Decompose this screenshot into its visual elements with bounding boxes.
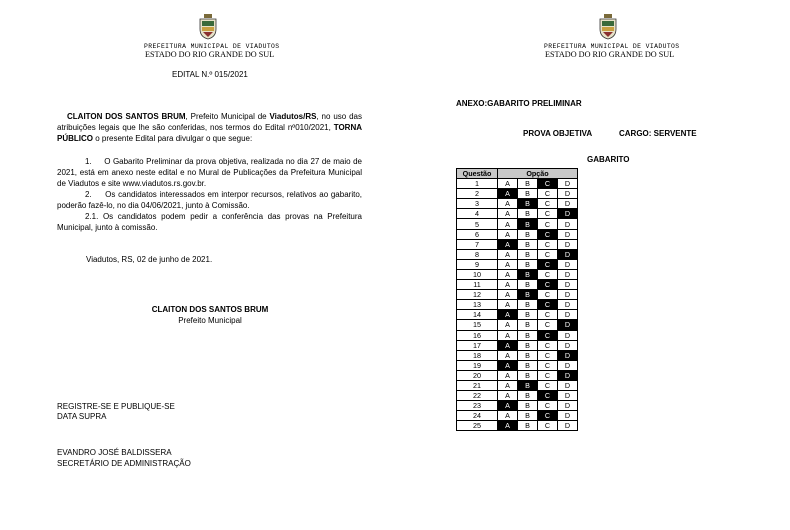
- option-cell: B: [518, 280, 538, 290]
- option-cell: A: [498, 350, 518, 360]
- option-cell: D: [558, 229, 578, 239]
- correct-option-cell: C: [538, 280, 558, 290]
- registre-line1: REGISTRE-SE E PUBLIQUE-SE: [57, 402, 175, 411]
- table-row: [457, 259, 578, 269]
- correct-option-cell: C: [538, 330, 558, 340]
- option-cell: D: [558, 219, 578, 229]
- col-opcao: Opção: [498, 169, 578, 179]
- date-line: Viadutos, RS, 02 de junho de 2021.: [86, 255, 213, 264]
- option-cell: C: [538, 249, 558, 259]
- question-number: 1: [457, 179, 498, 189]
- table-row: [457, 401, 578, 411]
- intro-paragraph: [57, 111, 362, 144]
- intro-text-2: , no uso das atribuições legais que lhe são conferidas, nos termos do Edital nº010/2021,: [57, 112, 362, 132]
- table-row: [457, 370, 578, 380]
- table-row: [457, 199, 578, 209]
- col-questao: Questão: [457, 169, 498, 179]
- option-cell: D: [558, 290, 578, 300]
- option-cell: D: [558, 380, 578, 390]
- table-row: [457, 350, 578, 360]
- table-row: [457, 380, 578, 390]
- signer-name: CLAITON DOS SANTOS BRUM: [151, 305, 269, 314]
- header-line1-right: PREFEITURA MUNICIPAL DE VIADUTOS: [544, 43, 680, 50]
- correct-option-cell: C: [538, 229, 558, 239]
- question-number: 23: [457, 401, 498, 411]
- correct-option-cell: A: [498, 360, 518, 370]
- option-cell: C: [538, 380, 558, 390]
- option-cell: A: [498, 209, 518, 219]
- correct-option-cell: B: [518, 269, 538, 279]
- correct-option-cell: D: [558, 370, 578, 380]
- correct-option-cell: D: [558, 350, 578, 360]
- question-number: 13: [457, 300, 498, 310]
- option-cell: B: [518, 209, 538, 219]
- option-cell: C: [538, 421, 558, 431]
- option-cell: B: [518, 300, 538, 310]
- question-number: 20: [457, 370, 498, 380]
- intro-text-3: o presente Edital para divulgar o que segue:: [93, 134, 253, 143]
- question-number: 18: [457, 350, 498, 360]
- answer-key-table: [456, 168, 578, 431]
- option-cell: B: [518, 340, 538, 350]
- option-cell: D: [558, 179, 578, 189]
- table-row: [457, 219, 578, 229]
- option-cell: B: [518, 320, 538, 330]
- question-number: 9: [457, 259, 498, 269]
- table-row: [457, 330, 578, 340]
- crest-logo-right: [598, 14, 618, 40]
- question-number: 14: [457, 310, 498, 320]
- table-row: [457, 179, 578, 189]
- option-cell: A: [498, 280, 518, 290]
- paragraph-3: 2.1. Os candidatos podem pedir a conferência das provas na Prefeitura Municipal, junto à comissão.: [57, 212, 362, 232]
- question-number: 12: [457, 290, 498, 300]
- option-cell: A: [498, 380, 518, 390]
- option-cell: C: [538, 269, 558, 279]
- option-cell: D: [558, 259, 578, 269]
- option-cell: B: [518, 370, 538, 380]
- option-cell: B: [518, 421, 538, 431]
- option-cell: C: [538, 320, 558, 330]
- option-cell: D: [558, 340, 578, 350]
- correct-option-cell: B: [518, 219, 538, 229]
- correct-option-cell: B: [518, 290, 538, 300]
- gabarito-label: GABARITO: [587, 155, 630, 164]
- header-line2: ESTADO DO RIO GRANDE DO SUL: [145, 50, 275, 59]
- secretary-title: SECRETÁRIO DE ADMINISTRAÇÃO: [57, 459, 191, 468]
- table-row: [457, 249, 578, 259]
- paragraph-1: 1. O Gabarito Preliminar da prova objetiva, realizada no dia 27 de maio de 2021, está em anexo neste edital e no Mural de Publicações da Prefeitura Municipal de Viadutos e site www.viadutos.rs.gov.br.: [57, 157, 362, 188]
- question-number: 4: [457, 209, 498, 219]
- cargo-label: CARGO: SERVENTE: [619, 129, 697, 138]
- option-cell: C: [538, 360, 558, 370]
- option-cell: B: [518, 411, 538, 421]
- option-cell: A: [498, 259, 518, 269]
- table-row: [457, 300, 578, 310]
- correct-option-cell: C: [538, 391, 558, 401]
- correct-option-cell: D: [558, 249, 578, 259]
- question-number: 3: [457, 199, 498, 209]
- prova-label: PROVA OBJETIVA: [523, 129, 593, 138]
- option-cell: A: [498, 300, 518, 310]
- correct-option-cell: C: [538, 411, 558, 421]
- option-cell: C: [538, 189, 558, 199]
- intro-name: CLAITON DOS SANTOS BRUM: [67, 112, 186, 121]
- table-row: [457, 340, 578, 350]
- question-number: 21: [457, 380, 498, 390]
- correct-option-cell: A: [498, 421, 518, 431]
- option-cell: D: [558, 421, 578, 431]
- intro-text-1: , Prefeito Municipal de: [185, 112, 270, 121]
- option-cell: B: [518, 310, 538, 320]
- option-cell: C: [538, 199, 558, 209]
- correct-option-cell: A: [498, 340, 518, 350]
- table-row: [457, 229, 578, 239]
- option-cell: D: [558, 391, 578, 401]
- option-cell: D: [558, 360, 578, 370]
- question-number: 22: [457, 391, 498, 401]
- table-row: [457, 239, 578, 249]
- question-number: 6: [457, 229, 498, 239]
- option-cell: C: [538, 310, 558, 320]
- option-cell: D: [558, 401, 578, 411]
- option-cell: B: [518, 189, 538, 199]
- correct-option-cell: C: [538, 259, 558, 269]
- option-cell: B: [518, 350, 538, 360]
- option-cell: A: [498, 219, 518, 229]
- option-cell: C: [538, 340, 558, 350]
- table-row: [457, 421, 578, 431]
- option-cell: A: [498, 330, 518, 340]
- table-row: [457, 290, 578, 300]
- option-cell: D: [558, 269, 578, 279]
- paragraph-2: 2. Os candidatos interessados em interpor recursos, relativos ao gabarito, poderão fazê-lo, no dia 04/06/2021, junto à Comissão.: [57, 190, 362, 210]
- table-row: [457, 411, 578, 421]
- option-cell: B: [518, 360, 538, 370]
- option-cell: A: [498, 249, 518, 259]
- option-cell: B: [518, 179, 538, 189]
- correct-option-cell: A: [498, 401, 518, 411]
- option-cell: D: [558, 300, 578, 310]
- question-number: 2: [457, 189, 498, 199]
- option-cell: B: [518, 259, 538, 269]
- question-number: 16: [457, 330, 498, 340]
- option-cell: D: [558, 411, 578, 421]
- option-cell: C: [538, 219, 558, 229]
- option-cell: A: [498, 229, 518, 239]
- option-cell: A: [498, 391, 518, 401]
- correct-option-cell: A: [498, 310, 518, 320]
- crest-logo-left: [198, 14, 218, 40]
- option-cell: A: [498, 290, 518, 300]
- option-cell: A: [498, 199, 518, 209]
- header-line2-right: ESTADO DO RIO GRANDE DO SUL: [545, 50, 675, 59]
- correct-option-cell: A: [498, 189, 518, 199]
- secretary-name: EVANDRO JOSÉ BALDISSERA: [57, 448, 172, 457]
- option-cell: C: [538, 290, 558, 300]
- question-number: 15: [457, 320, 498, 330]
- table-row: [457, 280, 578, 290]
- correct-option-cell: C: [538, 179, 558, 189]
- question-number: 19: [457, 360, 498, 370]
- correct-option-cell: D: [558, 320, 578, 330]
- question-number: 25: [457, 421, 498, 431]
- option-cell: C: [538, 209, 558, 219]
- question-number: 24: [457, 411, 498, 421]
- question-number: 11: [457, 280, 498, 290]
- table-row: [457, 360, 578, 370]
- table-row: [457, 209, 578, 219]
- option-cell: B: [518, 239, 538, 249]
- intro-city: Viadutos/RS: [269, 112, 317, 121]
- table-row: [457, 310, 578, 320]
- correct-option-cell: B: [518, 199, 538, 209]
- option-cell: B: [518, 391, 538, 401]
- option-cell: B: [518, 229, 538, 239]
- option-cell: D: [558, 330, 578, 340]
- option-cell: C: [538, 370, 558, 380]
- option-cell: C: [538, 239, 558, 249]
- option-cell: B: [518, 330, 538, 340]
- correct-option-cell: A: [498, 239, 518, 249]
- question-number: 17: [457, 340, 498, 350]
- option-cell: A: [498, 411, 518, 421]
- option-cell: A: [498, 320, 518, 330]
- option-cell: D: [558, 280, 578, 290]
- edital-title: EDITAL N.º 015/2021: [172, 70, 248, 79]
- option-cell: B: [518, 401, 538, 411]
- correct-option-cell: D: [558, 209, 578, 219]
- correct-option-cell: B: [518, 380, 538, 390]
- question-number: 10: [457, 269, 498, 279]
- signer-title: Prefeito Municipal: [178, 316, 242, 325]
- question-number: 7: [457, 239, 498, 249]
- header-line1: PREFEITURA MUNICIPAL DE VIADUTOS: [144, 43, 280, 50]
- table-row: [457, 320, 578, 330]
- option-cell: A: [498, 370, 518, 380]
- option-cell: D: [558, 239, 578, 249]
- option-cell: C: [538, 401, 558, 411]
- registre-line2: DATA SUPRA: [57, 412, 107, 421]
- table-row: [457, 269, 578, 279]
- option-cell: D: [558, 310, 578, 320]
- option-cell: A: [498, 179, 518, 189]
- option-cell: C: [538, 350, 558, 360]
- table-row: [457, 391, 578, 401]
- anexo-title: ANEXO:GABARITO PRELIMINAR: [456, 99, 582, 108]
- option-cell: D: [558, 199, 578, 209]
- table-row: [457, 189, 578, 199]
- question-number: 5: [457, 219, 498, 229]
- option-cell: D: [558, 189, 578, 199]
- intro-torna: TORNA PÚBLICO: [57, 123, 362, 143]
- option-cell: A: [498, 269, 518, 279]
- correct-option-cell: C: [538, 300, 558, 310]
- option-cell: B: [518, 249, 538, 259]
- question-number: 8: [457, 249, 498, 259]
